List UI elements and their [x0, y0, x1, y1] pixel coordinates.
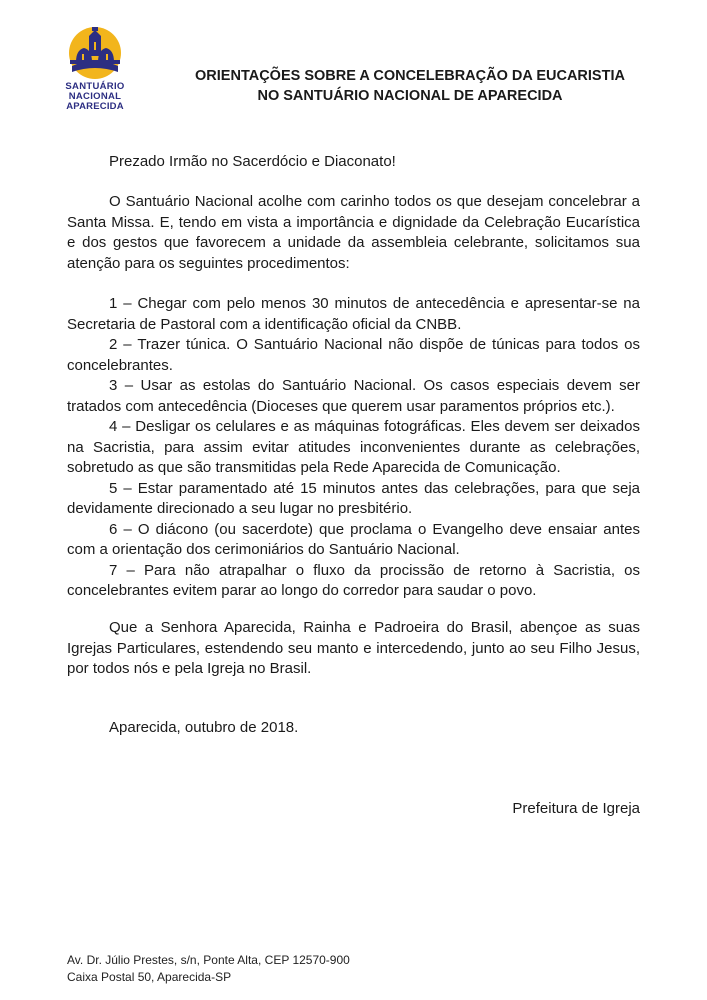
signature: Prefeitura de Igreja — [512, 800, 640, 817]
logo-line-2: NACIONAL — [68, 91, 122, 102]
procedures-list — [67, 294, 640, 602]
closing-paragraph: Que a Senhora Aparecida, Rainha e Padroeira do Brasil, abençoe as suas Igrejas Particulares, estendendo seu manto e intercedendo, junto ao seu Filho Jesus, por todos nós e pela Igreja no Brasil. — [67, 619, 640, 677]
logo-line-3: APARECIDA — [66, 101, 124, 112]
greeting: Prezado Irmão no Sacerdócio e Diaconato! — [109, 153, 396, 170]
title-line-1: ORIENTAÇÕES SOBRE A CONCELEBRAÇÃO DA EUCARISTIA — [195, 68, 625, 84]
title-line-2: NO SANTUÁRIO NACIONAL DE APARECIDA — [257, 88, 563, 104]
footer-line-2: Caixa Postal 50, Aparecida-SP — [67, 969, 232, 984]
basilica-emblem-icon — [62, 26, 128, 82]
list-item: 1 – Chegar com pelo menos 30 minutos de antecedência e apresentar-se na Secretaria de Pastoral com a identificação oficial da CNBB. — [67, 295, 640, 333]
list-item: 2 – Trazer túnica. O Santuário Nacional não dispõe de túnicas para todos os concelebrantes. — [67, 336, 640, 374]
list-item: 6 – O diácono (ou sacerdote) que proclama o Evangelho deve ensaiar antes com a orientação dos cerimoniários do Santuário Nacional. — [67, 520, 640, 558]
santuario-logo — [62, 26, 128, 110]
footer-line-1: Av. Dr. Júlio Prestes, s/n, Ponte Alta, CEP 12570-900 — [67, 953, 350, 967]
document-title — [140, 66, 680, 106]
dateline: Aparecida, outubro de 2018. — [109, 719, 299, 736]
intro-paragraph: O Santuário Nacional acolhe com carinho todos os que desejam concelebrar a Santa Missa. E, tendo em vista a importância e dignidade da Celebração Eucarística e dos gestos que favorecem a unidade da assembleia celebrante, solicitamos sua atenção para os seguintes procedimentos: — [67, 193, 640, 272]
list-item: 7 – Para não atrapalhar o fluxo da procissão de retorno à Sacristia, os concelebrantes evitem parar ao longo do corredor para saudar o povo. — [67, 561, 640, 599]
list-item: 5 – Estar paramentado até 15 minutos antes das celebrações, para que seja devidamente direcionado a seu lugar no presbitério. — [67, 479, 640, 517]
footer-address — [67, 952, 350, 985]
list-item: 3 – Usar as estolas do Santuário Nacional. Os casos especiais devem ser tratados com antecedência (Dioceses que querem usar paramentos próprios etc.). — [67, 377, 640, 415]
logo-line-1: SANTUÁRIO — [65, 81, 125, 92]
list-item: 4 – Desligar os celulares e as máquinas fotográficas. Eles devem ser deixados na Sacristia, para assim evitar atitudes inconvenientes durante as celebrações, sobretudo as que são transmitidas pela Rede Aparecida de Comunicação. — [67, 418, 640, 476]
